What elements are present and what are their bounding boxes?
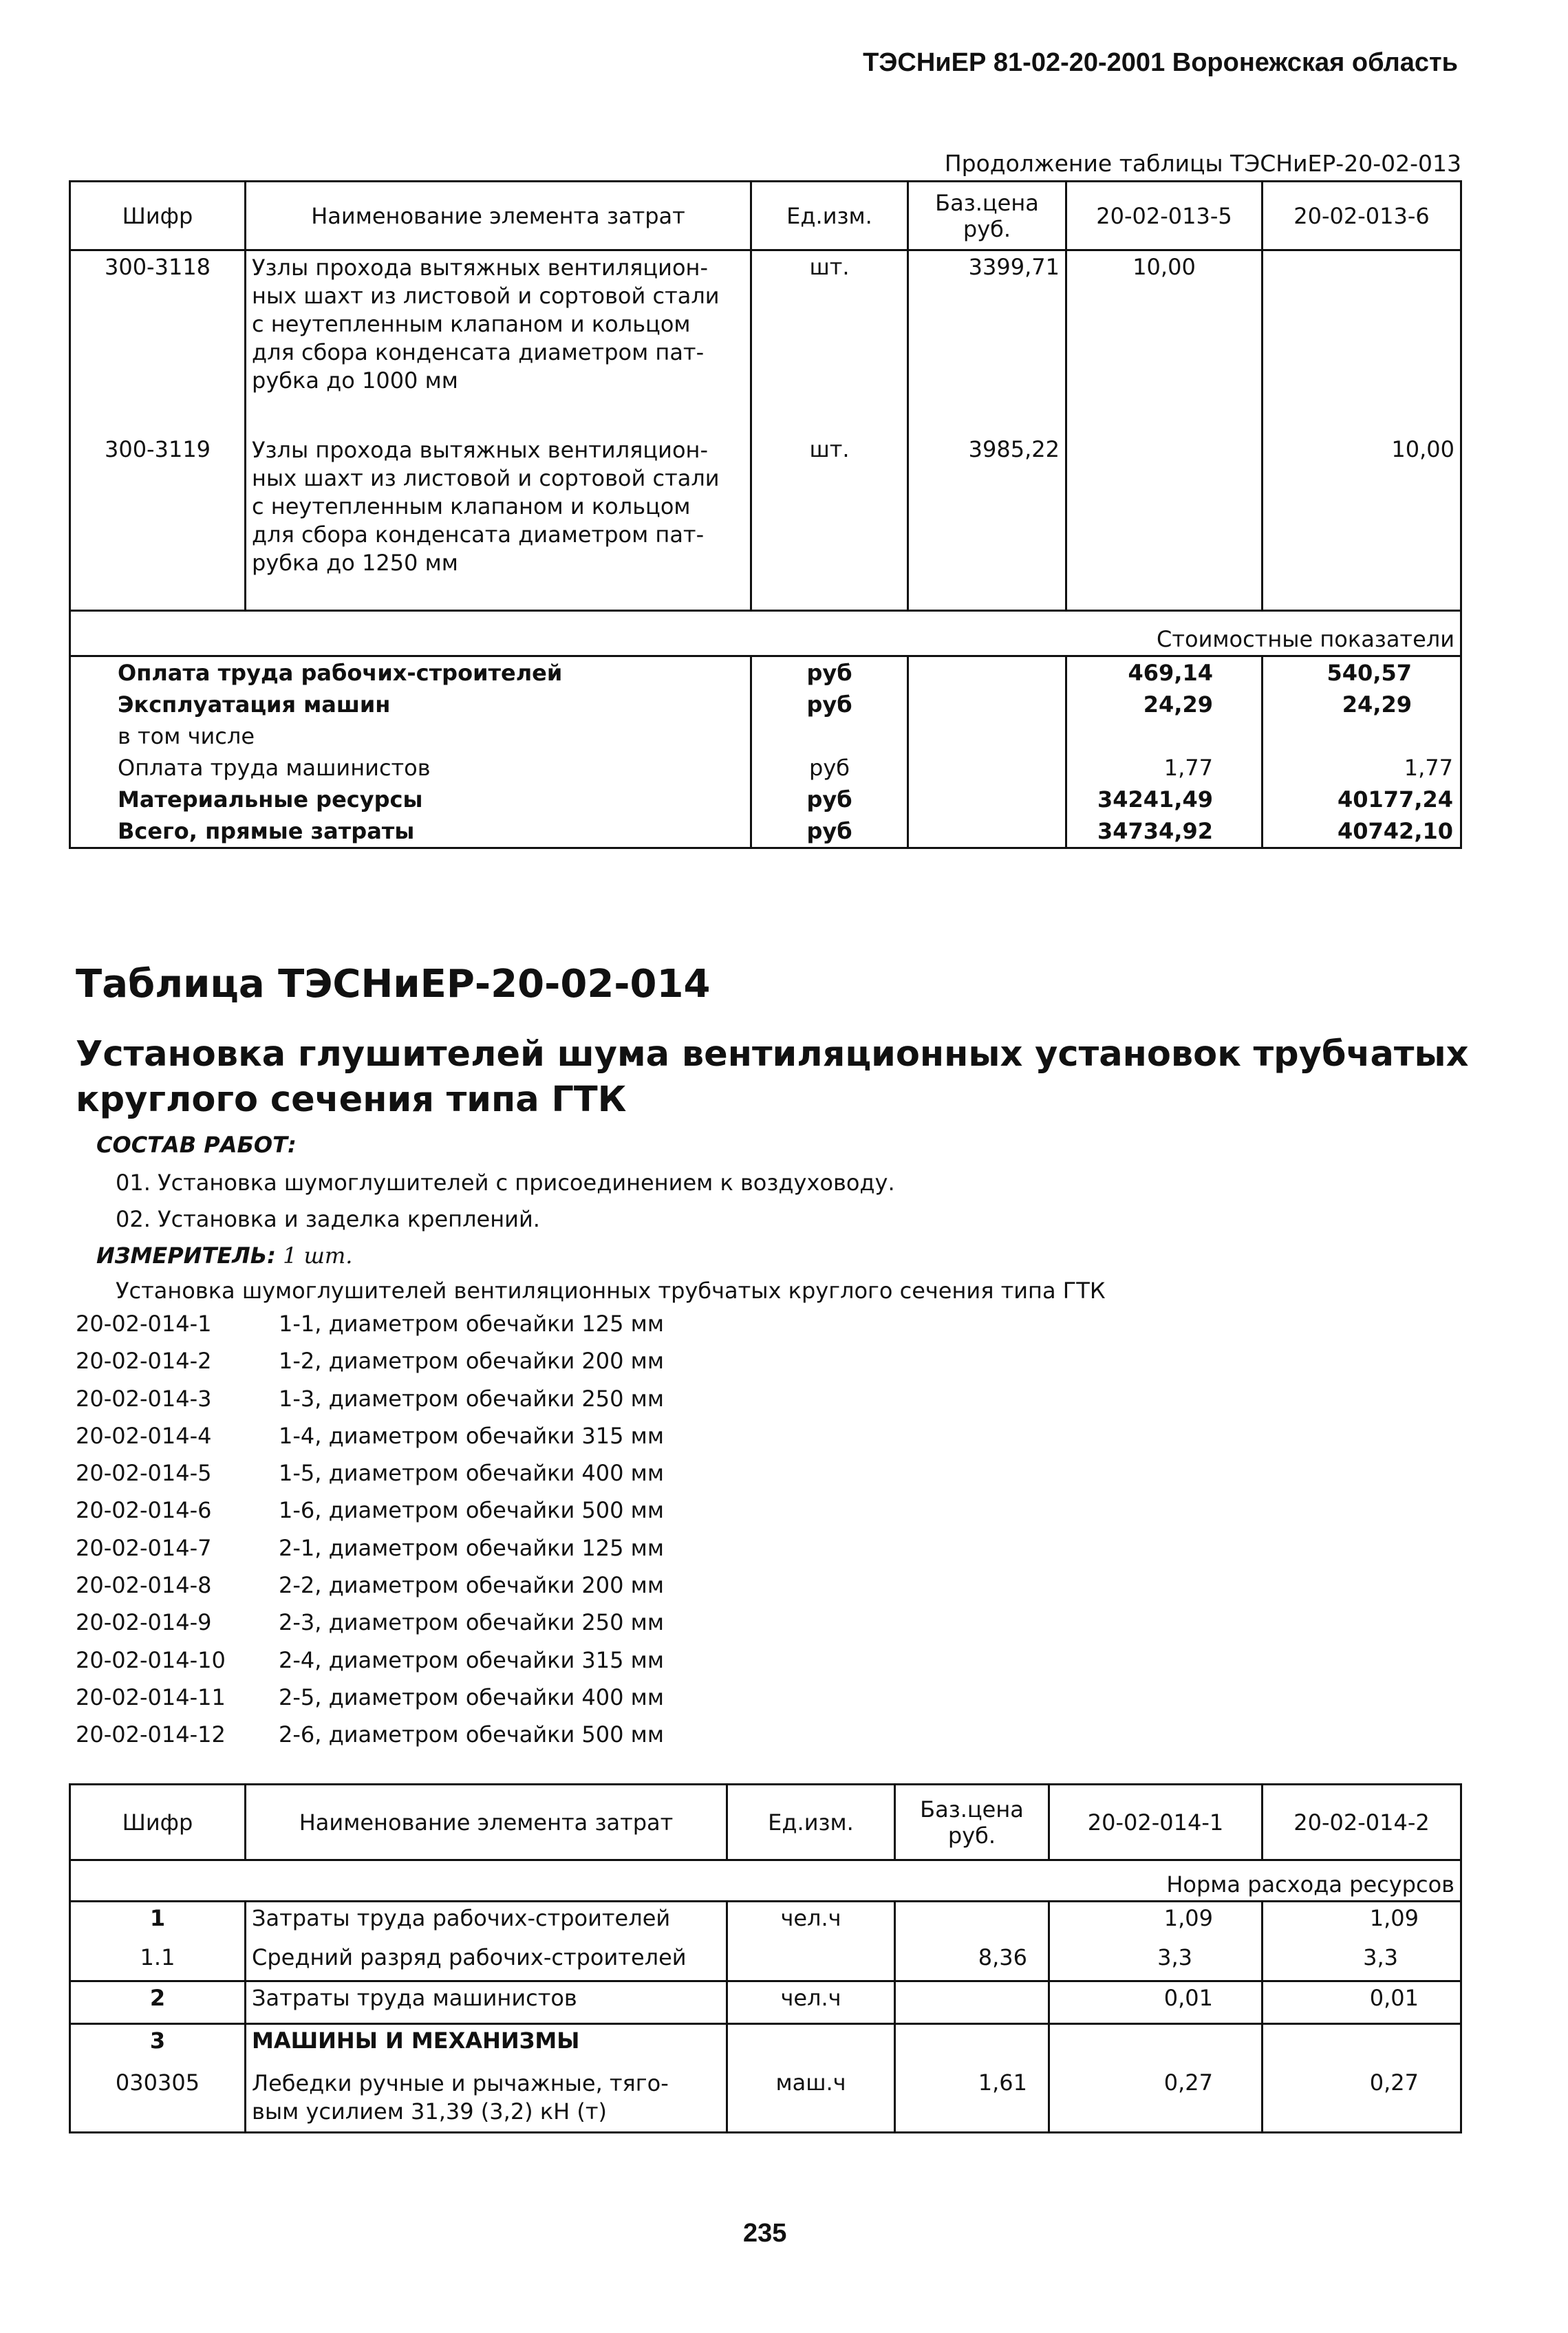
work-item: 01. Установка шумоглушителей с присоединением к воздуховоду. (116, 1170, 895, 1196)
intro-line: Установка шумоглушителей вентиляционных трубчатых круглого сечения типа ГТК (116, 1278, 1106, 1304)
list-item (76, 1609, 664, 1646)
list-item-code: 20-02-014-9 (76, 1609, 212, 1636)
row-value-2: 1,09 (1263, 1902, 1461, 1942)
summary-value-2: 540,57 (1263, 656, 1461, 689)
table-row (70, 1942, 1461, 1981)
row-name-line: Узлы прохода вытяжных вентиляцион- (252, 436, 709, 463)
row-code: 300-3119 (70, 433, 246, 611)
list-item-text: 2-5, диаметром обечайки 400 мм (279, 1684, 664, 1710)
row-price: 3399,71 (908, 250, 1066, 433)
table-row (70, 1981, 1461, 2024)
list-item (76, 1460, 664, 1497)
row-value-2 (1263, 2024, 1461, 2067)
summary-price (908, 689, 1066, 720)
list-item-code: 20-02-014-6 (76, 1497, 212, 1524)
summary-unit: руб (751, 752, 908, 784)
meter-value: 1 шт. (283, 1243, 353, 1269)
row-unit: шт. (751, 250, 908, 433)
summary-row (70, 656, 1461, 689)
row-value-2: 3,3 (1263, 1942, 1461, 1981)
row-price (895, 2024, 1049, 2067)
list-item-code: 20-02-014-3 (76, 1385, 212, 1412)
row-value-2: 0,27 (1263, 2067, 1461, 2133)
col-header-v2: 20-02-014-2 (1263, 1785, 1461, 1860)
row-name-line: Лебедки ручные и рычажные, тяго- (252, 2069, 669, 2096)
summary-value-2: 24,29 (1263, 689, 1461, 720)
row-name (246, 250, 751, 433)
row-value-1 (1066, 433, 1263, 611)
summary-value-1: 34241,49 (1066, 784, 1263, 815)
table-row (70, 2067, 1461, 2133)
col-header-unit: Ед.изм. (751, 182, 908, 250)
row-name (246, 2067, 727, 2133)
list-item (76, 1423, 664, 1460)
summary-value-1: 469,14 (1066, 656, 1263, 689)
summary-value-2 (1263, 720, 1461, 752)
summary-label: Оплата труда машинистов (70, 752, 751, 784)
list-item-text: 2-6, диаметром обечайки 500 мм (279, 1721, 664, 1748)
table-row (70, 2024, 1461, 2067)
row-code: 1 (70, 1902, 246, 1942)
resource-table-014 (69, 1783, 1462, 2133)
summary-value-2: 40177,24 (1263, 784, 1461, 815)
list-item-code: 20-02-014-11 (76, 1684, 226, 1710)
row-unit: чел.ч (727, 1902, 895, 1942)
list-item (76, 1386, 664, 1423)
row-unit: шт. (751, 433, 908, 611)
list-item-text: 2-3, диаметром обечайки 250 мм (279, 1609, 664, 1636)
col-header-code: Шифр (70, 182, 246, 250)
row-name-line: ных шахт из листовой и сортовой стали (252, 283, 720, 309)
list-item (76, 1535, 664, 1572)
list-item-text: 2-1, диаметром обечайки 125 мм (279, 1534, 664, 1561)
summary-price (908, 656, 1066, 689)
row-name-line: ных шахт из листовой и сортовой стали (252, 464, 720, 491)
summary-price (908, 784, 1066, 815)
list-item-text: 2-4, диаметром обечайки 315 мм (279, 1646, 664, 1673)
row-name-line: Узлы прохода вытяжных вентиляцион- (252, 255, 709, 281)
norm-header: Норма расхода ресурсов (70, 1860, 1461, 1902)
col-header-v2: 20-02-013-6 (1263, 182, 1461, 250)
page-number: 235 (743, 2219, 787, 2248)
list-item-text: 1-2, диаметром обечайки 200 мм (279, 1348, 664, 1375)
meter-label: ИЗМЕРИТЕЛЬ: (96, 1243, 276, 1269)
summary-value-1: 24,29 (1066, 689, 1263, 720)
row-value-1: 3,3 (1049, 1942, 1263, 1981)
row-value-1: 1,09 (1049, 1902, 1263, 1942)
row-price: 1,61 (895, 2067, 1049, 2133)
row-name-line: рубка до 1000 мм (252, 367, 458, 394)
summary-value-1 (1066, 720, 1263, 752)
col-header-price: Баз.цена руб. (908, 182, 1066, 250)
summary-row (70, 815, 1461, 848)
list-item-text: 1-5, диаметром обечайки 400 мм (279, 1460, 664, 1487)
list-item-text: 1-3, диаметром обечайки 250 мм (279, 1385, 664, 1412)
work-item: 02. Установка и заделка креплений. (116, 1206, 540, 1232)
row-unit: маш.ч (727, 2067, 895, 2133)
list-item-code: 20-02-014-4 (76, 1422, 212, 1449)
summary-header-row (70, 611, 1461, 656)
norm-header-row (70, 1860, 1461, 1902)
row-value-2: 10,00 (1263, 433, 1461, 611)
row-name-line: вым усилием 31,39 (3,2) кН (т) (252, 2098, 607, 2125)
col-header-unit: Ед.изм. (727, 1785, 895, 1860)
summary-value-1: 34734,92 (1066, 815, 1263, 848)
list-item (76, 1572, 664, 1609)
row-price: 8,36 (895, 1942, 1049, 1981)
summary-unit: руб (751, 689, 908, 720)
list-item-text: 1-1, диаметром обечайки 125 мм (279, 1311, 664, 1337)
row-name: Затраты труда рабочих-строителей (246, 1902, 727, 1942)
table-continuation-caption: Продолжение таблицы ТЭСНиЕР-20-02-013 (944, 150, 1461, 177)
row-value-1: 10,00 (1066, 250, 1263, 433)
row-value-1 (1049, 2024, 1263, 2067)
summary-value-2: 1,77 (1263, 752, 1461, 784)
row-name-line: рубка до 1250 мм (252, 549, 458, 576)
row-price (895, 1902, 1049, 1942)
summary-unit: руб (751, 784, 908, 815)
list-item-code: 20-02-014-8 (76, 1572, 212, 1599)
row-name (246, 433, 751, 611)
row-name-line: для сбора конденсата диаметром пат- (252, 339, 705, 365)
row-code: 030305 (70, 2067, 246, 2133)
summary-row (70, 784, 1461, 815)
row-name-line: с неутепленным клапаном и кольцом (252, 311, 691, 337)
summary-label: Материальные ресурсы (70, 784, 751, 815)
summary-unit (751, 720, 908, 752)
table-title: Таблица ТЭСНиЕР-20-02-014 (76, 962, 711, 1007)
row-price: 3985,22 (908, 433, 1066, 611)
row-code: 1.1 (70, 1942, 246, 1981)
list-item-code: 20-02-014-1 (76, 1311, 212, 1337)
summary-row (70, 752, 1461, 784)
row-value-2: 0,01 (1263, 1981, 1461, 2024)
summary-label: Эксплуатация машин (70, 689, 751, 720)
list-item-code: 20-02-014-5 (76, 1460, 212, 1487)
summary-price (908, 815, 1066, 848)
list-item-code: 20-02-014-12 (76, 1721, 226, 1748)
summary-label: Оплата труда рабочих-строителей (70, 656, 751, 689)
row-name-line: для сбора конденсата диаметром пат- (252, 521, 705, 548)
row-code: 300-3118 (70, 250, 246, 433)
col-header-name: Наименование элемента затрат (246, 1785, 727, 1860)
list-item (76, 1721, 664, 1759)
table-row (70, 250, 1461, 433)
row-name-line: с неутепленным клапаном и кольцом (252, 493, 691, 519)
row-name: Затраты труда машинистов (246, 1981, 727, 2024)
summary-label: в том числе (70, 720, 751, 752)
col-header-name: Наименование элемента затрат (246, 182, 751, 250)
table-subtitle: Установка глушителей шума вентиляционных установок трубчатых круглого сечения типа ГТК (76, 1034, 1469, 1120)
list-item-code: 20-02-014-2 (76, 1348, 212, 1375)
list-item-code: 20-02-014-7 (76, 1534, 212, 1561)
summary-label: Всего, прямые затраты (70, 815, 751, 848)
list-item (76, 1497, 664, 1534)
table-header-row (70, 1785, 1461, 1860)
summary-value-1: 1,77 (1066, 752, 1263, 784)
row-code: 3 (70, 2024, 246, 2067)
summary-row (70, 689, 1461, 720)
list-item-code: 20-02-014-10 (76, 1646, 226, 1673)
summary-row (70, 720, 1461, 752)
row-unit: чел.ч (727, 1981, 895, 2024)
summary-unit: руб (751, 656, 908, 689)
list-item-text: 2-2, диаметром обечайки 200 мм (279, 1572, 664, 1599)
col-header-v1: 20-02-013-5 (1066, 182, 1263, 250)
summary-price (908, 752, 1066, 784)
row-unit (727, 2024, 895, 2067)
summary-unit: руб (751, 815, 908, 848)
running-header: ТЭСНиЕР 81-02-20-2001 Воронежская область (863, 48, 1458, 77)
list-item (76, 1647, 664, 1684)
list-item-text: 1-6, диаметром обечайки 500 мм (279, 1497, 664, 1524)
composition-label: СОСТАВ РАБОТ: (96, 1132, 297, 1158)
summary-price (908, 720, 1066, 752)
col-header-price: Баз.цена руб. (895, 1785, 1049, 1860)
row-value-2 (1263, 250, 1461, 433)
row-unit (727, 1942, 895, 1981)
meter-line (96, 1243, 352, 1269)
summary-value-2: 40742,10 (1263, 815, 1461, 848)
row-name: Средний разряд рабочих-строителей (246, 1942, 727, 1981)
table-header-row (70, 182, 1461, 250)
col-header-code: Шифр (70, 1785, 246, 1860)
code-list (76, 1311, 664, 1759)
row-value-1: 0,27 (1049, 2067, 1263, 2133)
summary-header: Стоимостные показатели (70, 611, 1461, 656)
row-price (895, 1981, 1049, 2024)
row-code: 2 (70, 1981, 246, 2024)
table-row (70, 433, 1461, 611)
list-item (76, 1311, 664, 1348)
row-name: МАШИНЫ И МЕХАНИЗМЫ (246, 2024, 727, 2067)
row-value-1: 0,01 (1049, 1981, 1263, 2024)
table-row (70, 1902, 1461, 1942)
list-item (76, 1684, 664, 1721)
col-header-v1: 20-02-014-1 (1049, 1785, 1263, 1860)
list-item-text: 1-4, диаметром обечайки 315 мм (279, 1422, 664, 1449)
list-item (76, 1348, 664, 1385)
resource-table-013 (69, 180, 1462, 849)
